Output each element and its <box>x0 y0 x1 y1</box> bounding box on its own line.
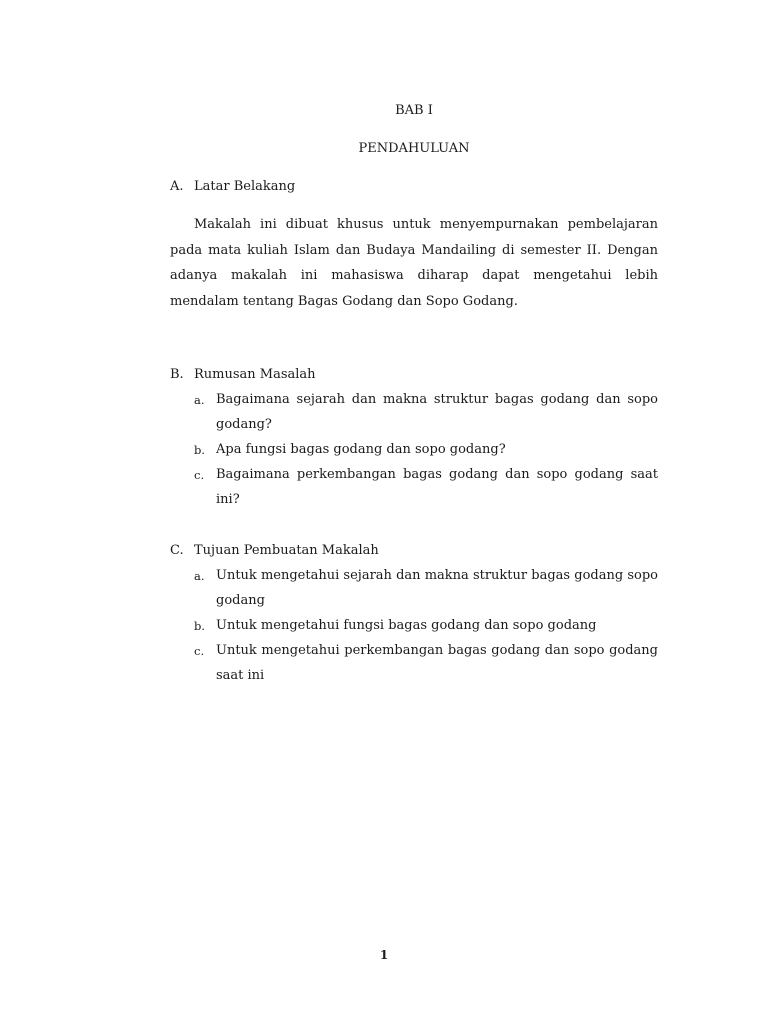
section-c-title: Tujuan Pembuatan Makalah <box>194 543 379 558</box>
list-marker: a. <box>194 393 205 407</box>
section-a-label: A. <box>170 179 184 194</box>
section-b-label: B. <box>170 367 184 382</box>
list-item-text: Untuk mengetahui sejarah dan makna struktur bagas godang sopo godang <box>216 568 658 608</box>
list-item-text: Untuk mengetahui perkembangan bagas godang dan sopo godang saat ini <box>216 643 658 683</box>
list-item-text: Bagaimana perkembangan bagas godang dan sopo godang saat ini? <box>216 467 658 507</box>
list-marker: c. <box>194 468 205 482</box>
list-item <box>194 613 658 638</box>
list-item <box>194 437 658 462</box>
section-c-label: C. <box>170 543 184 558</box>
chapter-title: PENDAHULUAN <box>358 141 470 156</box>
list-marker: b. <box>194 443 206 457</box>
list-item-text: Untuk mengetahui fungsi bagas godang dan sopo godang <box>216 618 597 633</box>
list-item <box>194 387 658 437</box>
list-item-text: Apa fungsi bagas godang dan sopo godang? <box>216 442 506 457</box>
section-b-title: Rumusan Masalah <box>194 367 316 382</box>
section-a-paragraph: Makalah ini dibuat khusus untuk menyempurnakan pembelajaran pada mata kuliah Islam dan Budaya Mandailing di semester II. Dengan adanya makalah ini mahasiswa diharap dapat mengetahui lebih mendalam tentang Bagas Godang dan Sopo Godang. <box>170 217 658 309</box>
chapter-number: BAB I <box>395 103 433 118</box>
list-item-text: Bagaimana sejarah dan makna struktur bagas godang dan sopo godang? <box>216 392 658 432</box>
list-item <box>194 563 658 613</box>
list-marker: a. <box>194 569 205 583</box>
page-number: 1 <box>379 948 389 962</box>
list-marker: b. <box>194 619 206 633</box>
list-item <box>194 462 658 512</box>
list-item <box>194 638 658 688</box>
list-marker: c. <box>194 644 205 658</box>
section-a-title: Latar Belakang <box>194 179 296 194</box>
